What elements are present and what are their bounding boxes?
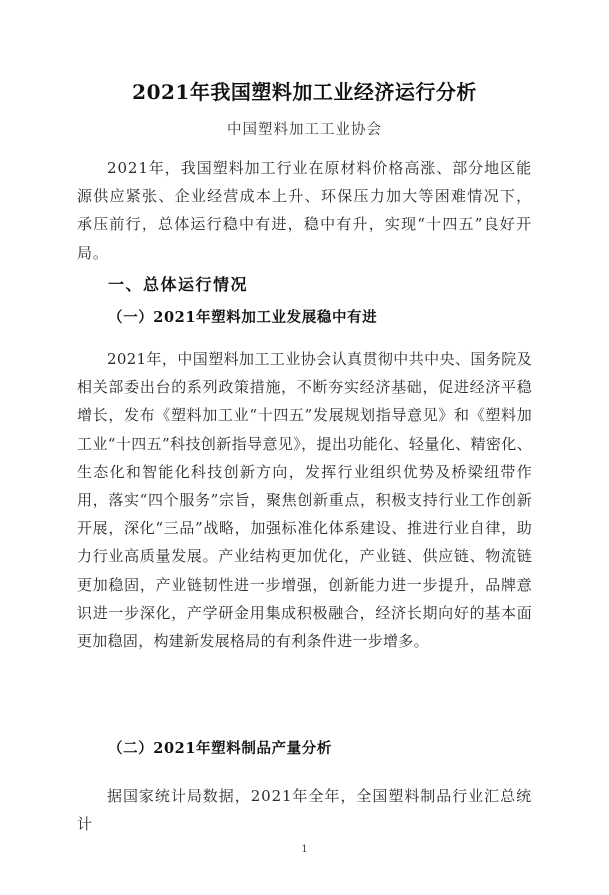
- document-author: 中国塑料加工工业协会: [227, 122, 382, 138]
- development-paragraph: 2021年，中国塑料加工工业协会认真贯彻中共中央、国务院及相关部委出台的系列政策措施，不断夯实经济基础，促进经济平稳增长，发布《塑料加工业“十四五”发展规划指导意见》和《塑料加工业“十四五”科技创新指导意见》，提出功能化、轻量化、精密化、生态化和智能化科技创新方向，发挥行业组织优势及桥梁纽带作用，落实“四个服务”宗旨，聚焦创新重点，积极支持行业工作创新开展，深化“三品”战略，加强标准化体系建设、推进行业自律，助力行业高质量发展。产业结构更加优化，产业链、供应链、物流链更加稳固，产业链韧性进一步增强，创新能力进一步提升，品牌意识进一步深化，产学研金用集成积极融合，经济长期向好的基本面更加稳固，构建新发展格局的有利条件进一步增多。: [77, 350, 532, 651]
- subsection-heading-development: （一）2021年塑料加工业发展稳中有进: [108, 309, 378, 326]
- output-paragraph: 据国家统计局数据，2021年全年，全国塑料制品行业汇总统计: [77, 787, 532, 834]
- subsection-heading-output: （二）2021年塑料制品产量分析: [108, 740, 332, 757]
- section-heading-overall: 一、总体运行情况: [108, 275, 249, 294]
- intro-paragraph: 2021年，我国塑料加工行业在原材料价格高涨、部分地区能源供应紧张、企业经营成本上升、环保压力加大等困难情况下，承压前行，总体运行稳中有进，稳中有升，实现“十四五”良好开局。: [77, 159, 532, 262]
- page-number: 1: [301, 844, 308, 855]
- document-title: 2021年我国塑料加工业经济运行分析: [132, 80, 477, 104]
